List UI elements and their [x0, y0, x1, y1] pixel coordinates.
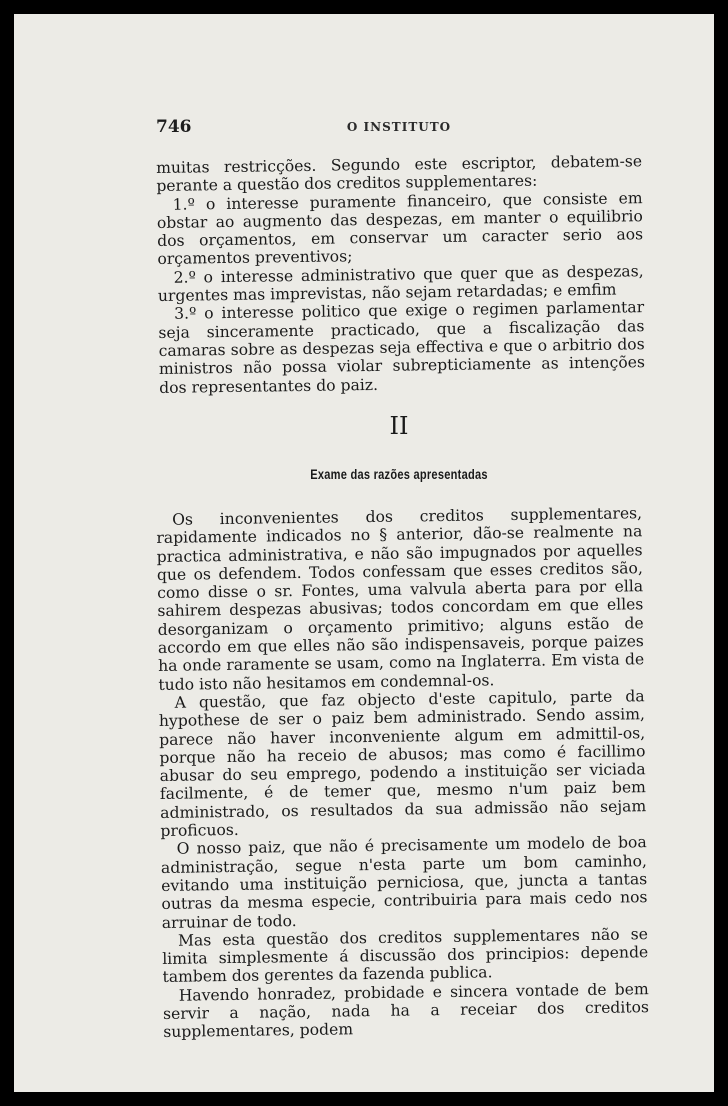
page-number: 746 — [156, 117, 192, 137]
list-item-1: 1.º o interesse puramente financeiro, que consiste em obstar ao augmento das despezas, em manter o equilibrio dos orçamentos, em conservar um caracter serio aos orçamentos preventivos; — [156, 188, 644, 269]
paragraph: muitas restricções. Segundo este escriptor, debatem-se perante a questão dos creditos supplementares: — [156, 152, 643, 196]
text-block-top — [156, 152, 645, 397]
paragraph: A questão, que faz objecto d'este capitulo, parte da hypothese de ser o paiz bem administrado. Sendo assim, parece não haver inconveniente algum em admittil-os, porque não ha receio de abusos; mas como é facillimo abusar do seu emprego, podendo a instituição ser viciada facilmente, é de temer que, mesmo n'um paiz bem administrado, os resultados da sua admissão não sejam proficuos. — [158, 687, 647, 841]
paragraph: Mas esta questão dos creditos supplementares não se limita simplesmente á discussão dos principios: depende tambem dos gerentes da fazenda publica. — [162, 925, 649, 987]
section-number: II — [389, 412, 409, 440]
running-title: O INSTITUTO — [346, 120, 452, 134]
list-item-3: 3.º o interesse politico que exige o regimen parlamentar seja sinceramente practicado, que a fiscalização das camaras sobre as despezas seja effectiva e que o arbitrio dos ministros não possa violar subrepticiamente as intenções dos representantes do paiz. — [158, 298, 646, 397]
paragraph: O nosso paiz, que não é precisamente um modelo de boa administração, segue n'esta parte um bom caminho, evitando uma instituição perniciosa, que, juncta a tantas outras da mesma especie, contribuiria para mais cedo nos arruinar de todo. — [160, 833, 648, 932]
section-title: Exame das razões apresentadas — [310, 467, 488, 482]
text-block-main — [156, 504, 649, 1041]
page-header — [156, 117, 642, 137]
paragraph: Os inconvenientes dos creditos supplementares, rapidamente indicados no § anterior, dão-se realmente na practica administrativa, e não são impugnados por aquelles que os defendem. Todos confessam que esses creditos são, como disse o sr. Fontes, uma valvula aberta para por ella sahirem despezas abusivas; todos concordam em que elles desorganizam o orçamento primitivo; alguns estão de accordo em que elles não são indispensaveis, porque paizes ha onde raramente se usam, como na Inglaterra. Em vista de tudo isto não hesitamos em condemnal-os. — [156, 504, 645, 694]
paragraph: Havendo honradez, probidade e sincera vontade de bem servir a nação, nada ha a receiar dos creditos supplementares, podem — [162, 979, 650, 1042]
list-item-2: 2.º o interesse administrativo que quer que as despezas, urgentes mas imprevistas, não sejam retardadas; e emfim — [157, 261, 644, 306]
book-page — [14, 14, 714, 1092]
